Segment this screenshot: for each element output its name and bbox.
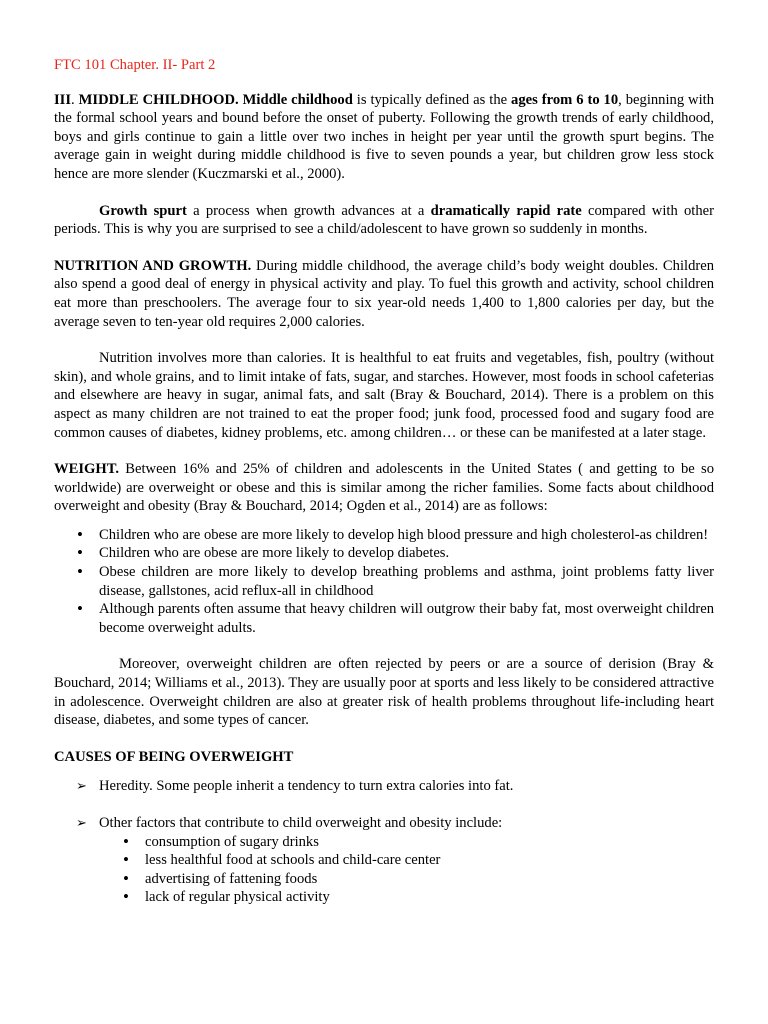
weight-paragraph: WEIGHT. Between 16% and 25% of children and adolescents in the United States ( and getting to be so worldwide) are overweight or obese and this is similar among the richer families. Some facts about childhood overweight and obesity (Bray & Bouchard, 2014; Ogden et al., 2014) are as follows:: [54, 461, 714, 515]
list-item: • Obese children are more likely to develop breathing problems and asthma, joint problems fatty liver disease, gallstones, acid reflux-all in childhood: [99, 563, 714, 600]
document-title: FTC 101 Chapter. II- Part 2: [54, 57, 216, 73]
ages-emphasis: ages from 6 to 10: [511, 91, 619, 108]
causes-heading: CAUSES OF BEING OVERWEIGHT: [54, 748, 294, 765]
other-factors-list: [99, 833, 714, 907]
weight-heading: WEIGHT.: [54, 461, 120, 478]
list-item: • consumption of sugary drinks: [145, 833, 714, 852]
nutrition-heading: NUTRITION AND GROWTH.: [54, 257, 252, 274]
list-item: • less healthful food at schools and child-care center: [145, 851, 714, 870]
list-item: • Although parents often assume that heavy children will outgrow their baby fat, most overweight children become overweight adults.: [99, 600, 714, 637]
nutrition-calories-paragraph: Nutrition involves more than calories. It is healthful to eat fruits and vegetables, fish, poultry (without skin), and whole grains, and to limit intake of fats, sugar, and starches. However, most foods in school cafeterias and elsewhere are heavy in sugar, animal fats, and salt (Bray & Bouchard, 2014). There is a problem on this aspect as many children are not trained to eat the proper food; junk food, processed food and sugary food are common causes of diabetes, kidney problems, etc. among children… or these can be manifested at a later stage.: [54, 350, 714, 441]
rapid-rate-emphasis: dramatically rapid rate: [430, 202, 582, 219]
nutrition-paragraph: NUTRITION AND GROWTH. During middle childhood, the average child’s body weight doubles. Children also spend a good deal of energy in physical activity and play. To fuel this growth and activity, school children eat more than preschoolers. The average four to six year-old needs 1,400 to 1,800 calories per day, but the average seven to ten-year old requires 2,000 calories.: [54, 257, 714, 330]
list-item: • lack of regular physical activity: [145, 888, 714, 907]
list-item: • advertising of fattening foods: [145, 870, 714, 889]
obesity-facts-list: [54, 526, 714, 638]
cause-heredity: ➢ Heredity. Some people inherit a tendency to turn extra calories into fat.: [99, 777, 714, 796]
term-middle-childhood: Middle childhood: [242, 91, 353, 108]
middle-childhood-paragraph: III. MIDDLE CHILDHOOD. Middle childhood is typically defined as the ages from 6 to 10, beginning with the formal school years and bound before the onset of puberty. Following the growth trends of early childhood, boys and girls continue to gain a little over two inches in height per year until the growth spurt begins. The average gain in weight during middle childhood is five to seven pounds a year, but children grow less stock hence are more slender (Kuczmarski et al., 2000).: [54, 91, 715, 182]
term-growth-spurt: Growth spurt: [99, 202, 187, 219]
cause-other-factors: ➢ Other factors that contribute to child overweight and obesity include: • consumption of sugary drinks • less healthful food at schools and child-care center • advertising of fattening foods • lack of regular physical activity: [99, 814, 714, 907]
section-heading: MIDDLE CHILDHOOD.: [78, 91, 239, 108]
moreover-paragraph: Moreover, overweight children are often rejected by peers or are a source of derision (Bray & Bouchard, 2014; Williams et al., 2013). They are usually poor at sports and less likely to be considered attractive in adolescence. Overweight children are also at greater risk of health problems throughout life-including heart disease, diabetes, and some types of cancer.: [54, 656, 714, 729]
list-item: • Children who are obese are more likely to develop diabetes.: [99, 544, 714, 563]
list-item: • Children who are obese are more likely to develop high blood pressure and high cholesterol-as children!: [99, 526, 714, 545]
section-number: III: [54, 91, 72, 108]
causes-list: [54, 777, 714, 907]
growth-spurt-paragraph: Growth spurt a process when growth advances at a dramatically rapid rate compared with other periods. This is why you are surprised to see a child/adolescent to have grown so suddenly in months.: [54, 202, 714, 238]
